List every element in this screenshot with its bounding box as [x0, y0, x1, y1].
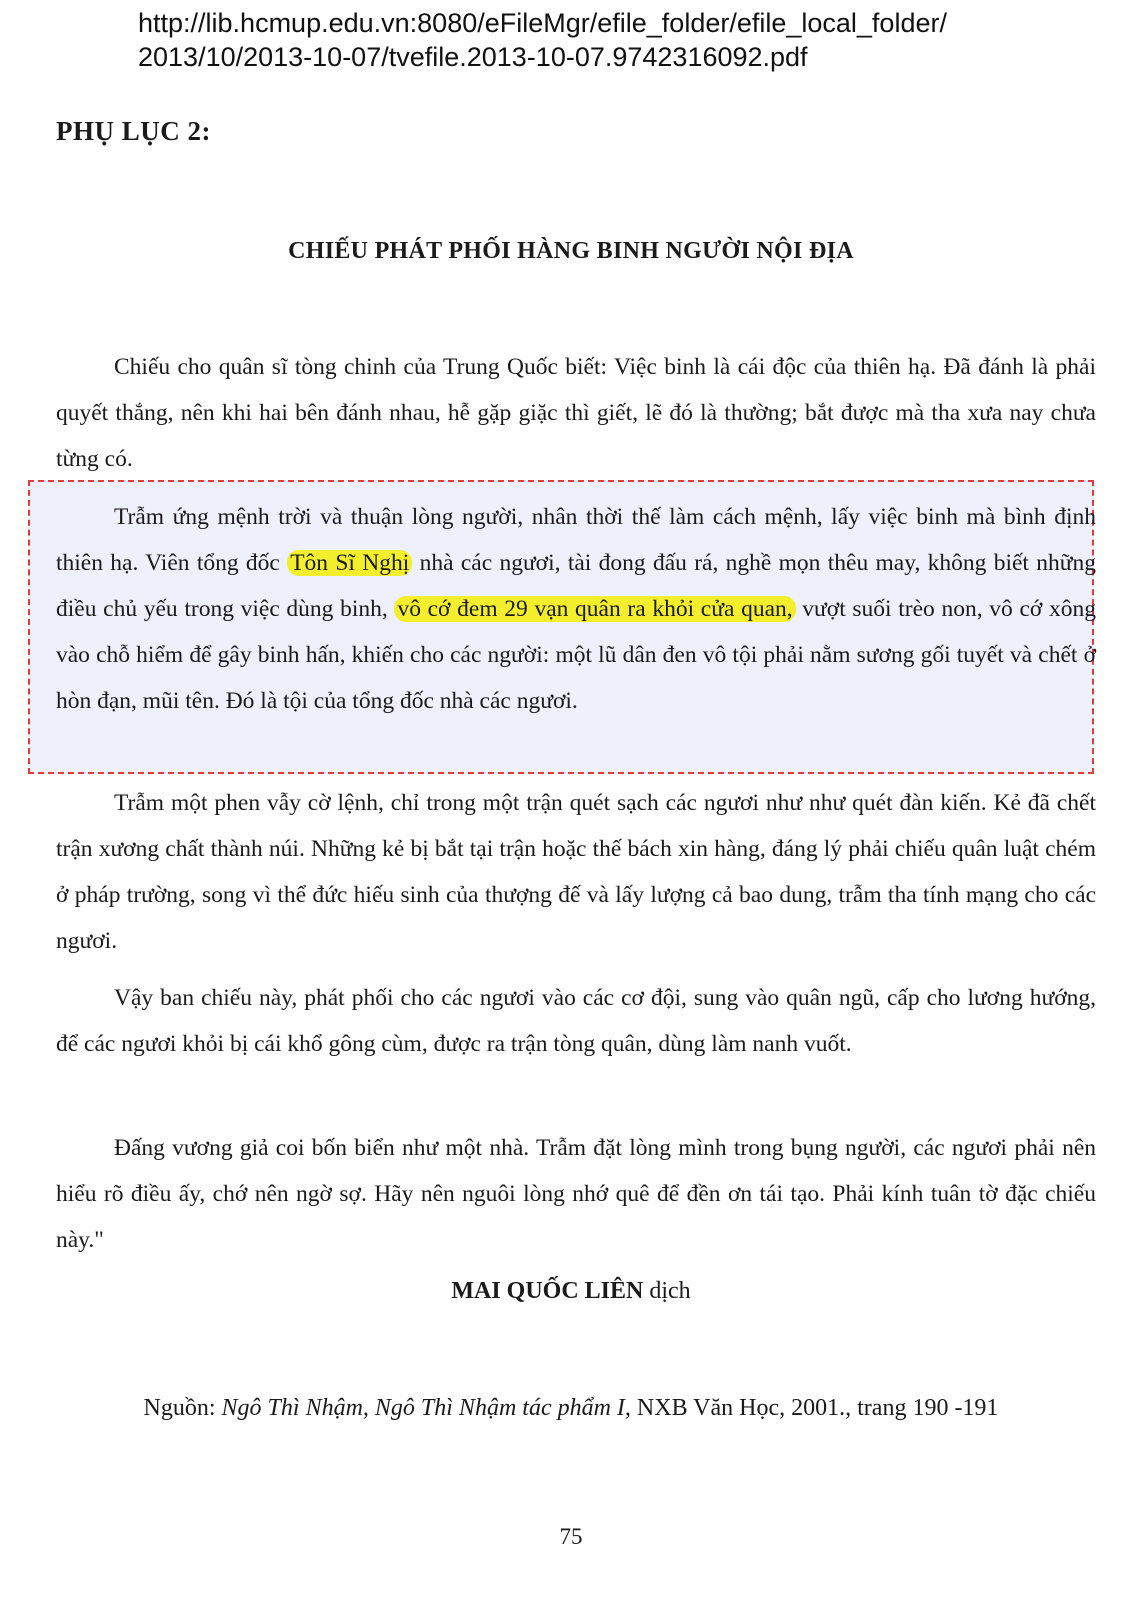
paragraph-1: Chiếu cho quân sĩ tòng chinh của Trung Quốc biết: Việc binh là cái độc của thiên hạ. Đã đánh là phải quyết thắng, nên khi hai bên đánh nhau, hễ gặp giặc thì giết, lẽ đó là thường; bắt được mà tha xưa nay chưa từng có.: [56, 354, 1096, 472]
paragraph-2-text-a: Trẫm ứng mệnh trời và thuận lòng người, nhân thời thế làm cách mệnh, lấy việc binh mà bình định thiên hạ. Viên tổng đốc: [56, 504, 1096, 576]
paragraph-2-text-c: vượt suối trèo non, vô cớ xông vào chỗ hiểm để gây binh hấn, khiến cho các người: một lũ dân đen vô tội phải nằm sương gối tuyết và chết ở hòn đạn, mũi tên. Đó là tội của tổng đốc nhà các ngươi.: [56, 596, 1096, 714]
paragraph-2-text-b: nhà các ngươi, tài đong đấu rá, nghề mọn thêu may, không biết những điều chủ yếu trong việc dùng binh,: [56, 550, 1096, 622]
paragraph-4: Vậy ban chiếu này, phát phối cho các ngươi vào các cơ đội, sung vào quân ngũ, cấp cho lương hướng, để các ngươi khỏi bị cái khổ gông cùm, được ra trận tòng quân, dùng làm nanh vuốt.: [56, 985, 1096, 1057]
source-citation: [0, 1395, 1142, 1422]
paragraph-2: [56, 494, 1096, 724]
source-work: Ngô Thì Nhậm, Ngô Thì Nhậm tác phẩm I,: [221, 1395, 631, 1421]
document-title: CHIẾU PHÁT PHỐI HÀNG BINH NGƯỜI NỘI ĐỊA: [288, 238, 854, 264]
source-url-line-2: 2013/10/2013-10-07/tvefile.2013-10-07.9742316092.pdf: [138, 42, 808, 72]
appendix-title: PHỤ LỤC 2:: [56, 116, 211, 146]
paragraph-3: Trẫm một phen vẫy cờ lệnh, chỉ trong một trận quét sạch các ngươi như như quét đàn kiến. Kẻ đã chết trận xương chất thành núi. Những kẻ bị bắt tại trận hoặc thế bách xin hàng, đáng lý phải chiếu quân luật chém ở pháp trường, song vì thể đức hiếu sinh của thượng đế và lấy lượng cả bao dung, trẫm tha tính mạng cho các ngươi.: [56, 790, 1096, 954]
translator-suffix: dịch: [643, 1278, 691, 1304]
paragraph-5: Đấng vương giả coi bốn biển như một nhà. Trẫm đặt lòng mình trong bụng người, các ngươi phải nên hiểu rõ điều ấy, chớ nên ngờ sợ. Hãy nên nguôi lòng nhớ quê để đền ơn tái tạo. Phải kính tuân tờ đặc chiếu này.": [56, 1135, 1096, 1253]
highlighted-phrase: vô cớ đem 29 vạn quân ra khỏi cửa quan,: [394, 596, 795, 622]
source-publisher: NXB Văn Học, 2001., trang 190 -191: [630, 1395, 999, 1421]
page-number: 75: [559, 1524, 583, 1549]
source-url: [138, 6, 1118, 74]
source-url-line-1: http://lib.hcmup.edu.vn:8080/eFileMgr/efile_folder/efile_local_folder/: [138, 8, 947, 38]
translator-credit: [0, 1278, 1142, 1305]
source-prefix: Nguồn:: [143, 1395, 222, 1421]
highlighted-name: Tôn Sĩ Nghị: [287, 550, 412, 576]
translator-name: MAI QUỐC LIÊN: [451, 1278, 644, 1304]
